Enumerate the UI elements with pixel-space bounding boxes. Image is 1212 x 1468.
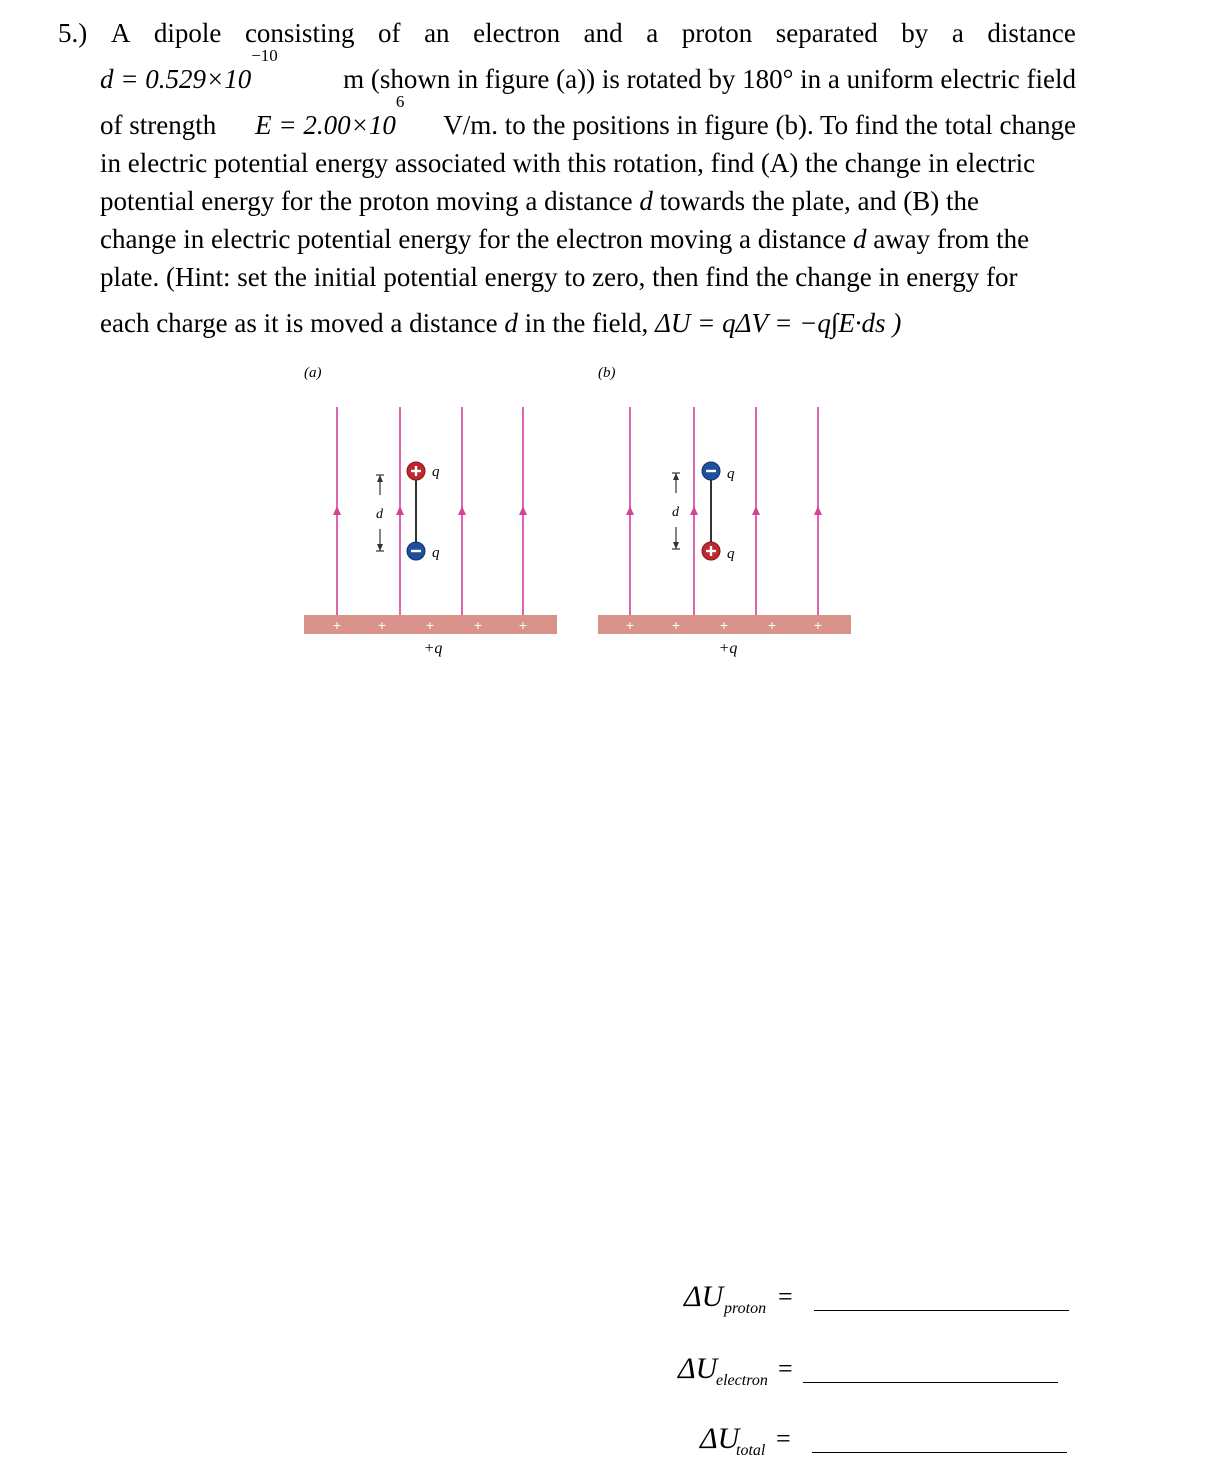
distance-label: d [672,505,679,520]
proton [407,462,425,480]
field-expression: E = 2.00×10 [255,110,396,140]
line-text: away from the [873,224,1030,254]
problem-line-7 [58,258,1076,296]
word: distance [987,18,1076,48]
plate-plus: + [625,617,635,633]
line-text: each charge as it is moved a distance [100,308,498,338]
field-arrow [519,506,527,515]
word: proton [681,18,753,48]
answer-blank-electron[interactable] [803,1382,1058,1383]
subscript-proton: proton [724,1300,767,1317]
proton-charge-label: q [727,546,735,562]
subscript-total: total [736,1442,766,1459]
plate-plus: + [332,617,342,633]
word: a [646,18,659,48]
answer-blank-total[interactable] [812,1452,1067,1453]
field-arrow [752,506,760,515]
problem-line-4 [58,144,1076,182]
line-text: in the field, [524,308,649,338]
problem-text [58,14,1076,342]
field-arrow [396,506,404,515]
line-text: of strength [100,110,217,140]
line-text: plate. (Hint: set the initial potential energy to zero, then find the change in energy for [100,262,1018,292]
field-value [255,92,405,144]
electron [407,542,425,560]
plate-plus: + [813,617,823,633]
plate-plus: + [377,617,387,633]
word: and [583,18,623,48]
word: dipole [153,18,222,48]
field-arrow [333,506,341,515]
plate-charge-label: +q [718,640,738,657]
line-text: towards the plate, and (B) the [659,186,980,216]
word: of [378,18,401,48]
problem-line-3 [58,92,1076,144]
plate-plus: + [425,617,435,633]
exponent: 6 [395,92,405,111]
line-text: change in electric potential energy for the electron moving a distance [100,224,847,254]
dipole-figure [300,355,860,665]
distance-expression: d = 0.529×10 [100,64,252,94]
answer-blank-proton[interactable] [814,1310,1069,1311]
proton [702,542,720,560]
equals-sign: = [776,1424,791,1453]
plate-plus: + [767,617,777,633]
delta-u-symbol: ΔU [678,1352,718,1385]
problem-line-8 [58,304,1076,342]
electron-charge-label: q [432,545,440,561]
answer-total [640,1422,1080,1462]
answer-proton [640,1280,1080,1320]
proton-charge-label: q [432,464,440,480]
problem-line-6 [58,220,1076,258]
word: consisting [244,18,355,48]
word: A [110,18,131,48]
field-arrow [690,506,698,515]
problem-line-5 [58,182,1076,220]
distance-marker [672,473,680,549]
variable-d: d [639,186,653,216]
field-arrow [814,506,822,515]
panel-a [304,407,557,657]
panel-a-label: (a) [304,365,322,381]
plate-plus: + [719,617,729,633]
plate-plus: + [671,617,681,633]
panel-b-label: (b) [598,365,616,381]
line-text: potential energy for the proton moving a distance [100,186,633,216]
electron-charge-label: q [727,466,735,482]
word: a [951,18,964,48]
variable-d: d [504,308,518,338]
word: by [901,18,929,48]
dipole-diagram [300,355,860,665]
variable-d: d [852,224,867,254]
panel-b [598,407,851,657]
line-text: m (shown in figure (a)) is rotated by 180° in a uniform electric field [343,64,1076,94]
exponent: −10 [251,46,278,65]
problem-line-2 [58,46,1076,98]
equals-sign: = [778,1354,793,1383]
plate-plus: + [473,617,483,633]
electron [702,462,720,480]
equals-sign: = [778,1282,793,1311]
hint-formula: ΔU = qΔV = −q∫E·ds ) [655,308,902,338]
word: separated [775,18,878,48]
distance-marker [376,475,384,551]
delta-u-symbol: ΔU [684,1280,724,1313]
problem-number: 5.) [58,18,88,48]
line-text: V/m. to the positions in figure (b). To find the total change [443,110,1076,140]
word: an [424,18,450,48]
distance-label: d [376,507,383,522]
field-arrow [626,506,634,515]
field-arrow [458,506,466,515]
plate-charge-label: +q [423,640,443,657]
problem-line-1 [58,14,1076,52]
line-text: in electric potential energy associated with this rotation, find (A) the change in electric [100,148,1036,178]
answer-electron [640,1352,1080,1392]
delta-u-symbol: ΔU [700,1422,740,1455]
subscript-electron: electron [716,1372,768,1389]
distance-value [100,46,278,98]
plate-plus: + [518,617,528,633]
word: electron [473,18,561,48]
